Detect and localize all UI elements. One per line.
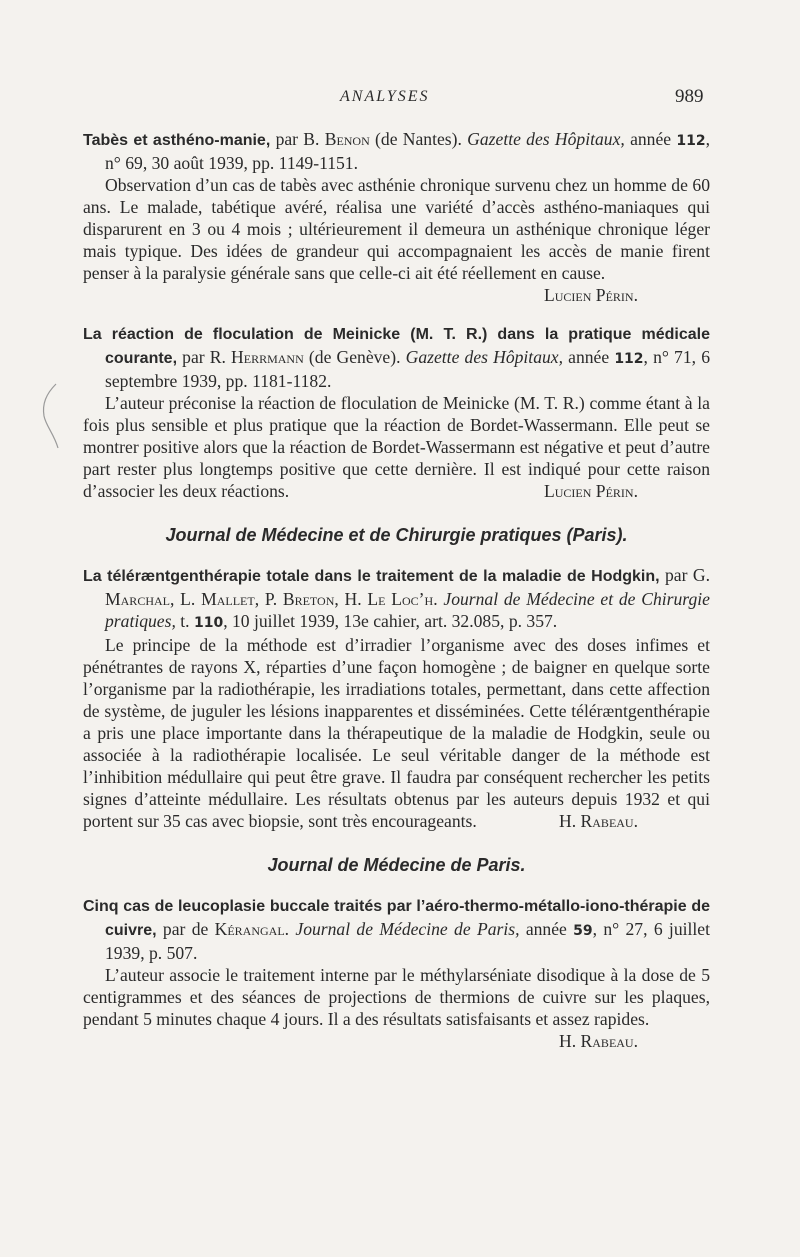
journal-name: Journal de Médecine et de Chirurgie pratiques, [105, 589, 710, 631]
citation-text: , n° 27, 6 juillet 1939, p. 507. [105, 919, 710, 963]
volume: 112 [676, 133, 706, 149]
entry-citation [83, 322, 710, 392]
entry-citation [83, 128, 710, 174]
citation-text: année [624, 129, 677, 149]
citation-text: par R. [177, 347, 232, 367]
section-heading: Journal de Médecine et de Chirurgie pratiques (Paris). [165, 525, 628, 545]
entry-citation [83, 894, 710, 964]
abstract-paragraph [83, 174, 710, 284]
signature: H. Rabeau. [559, 811, 638, 831]
citation-text: par de [156, 919, 215, 939]
citation-text: par G. [659, 565, 711, 585]
author-names: Marchal, L. Mallet, P. Breton, H. Le Loc’h. [105, 589, 438, 609]
volume: 112 [614, 351, 644, 367]
abstract-entry [83, 322, 710, 502]
section-heading: Journal de Médecine de Paris. [267, 855, 526, 875]
page-number: 989 [675, 86, 704, 107]
entry-citation [83, 564, 710, 634]
citation-text: , 10 juillet 1939, 13e cahier, art. 32.085, p. 357. [223, 611, 558, 631]
abstract-entry [83, 894, 710, 1052]
entry-title: La téléræntgenthérapie totale dans le traitement de la maladie de Hodgkin, [83, 568, 660, 585]
citation-text: par B. [275, 129, 325, 149]
citation-text: année [519, 919, 574, 939]
citation-text: (de Genève). [303, 347, 406, 367]
volume: 59 [573, 923, 593, 939]
abstract-text: L’auteur associe le traitement interne par le méthylarséniate disodique à la dose de 5 centigrammes et des séances de projections de thermions de cuivre sur les plaques, pendant 5 minutes chaque 4 jours. Il a des résultats satisfaisants et assez rapides. [83, 965, 710, 1029]
citation-text: année [563, 347, 615, 367]
running-head [0, 88, 800, 114]
author-name: Kérangal. [214, 919, 290, 939]
signature: Lucien Périn. [544, 481, 638, 501]
entry-title: Cinq cas de leucoplasie buccale traités par l’aéro-thermo-métallo-iono-thérapie de cuivre, [83, 898, 710, 939]
running-title: ANALYSES [340, 88, 430, 105]
author-name: Herrmann [231, 347, 304, 367]
abstract-text: Le principe de la méthode est d’irradier l’organisme avec des doses infimes et pénétrantes de rayons X, réparties d’une façon homogène ; de baigner en quelque sorte l’organisme par la radiothérapie, les irradiations totales, permettant, dans cette affection de système, de juguler les lésions inapparentes et disséminées. Cette téléræntgenthérapie a pris une place importante dans la thérapeutique de la maladie de Hodgkin, seule ou associée à la radiothérapie localisée. Le seul véritable danger de la méthode est l’inhibition médullaire qui peut être grave. Il faudra par conséquent rechercher les petits signes d’atteinte médullaire. Les résultats obtenus par les auteurs depuis 1932 et qui portent sur 35 cas avec biopsie, sont très encourageants. [83, 635, 710, 831]
abstract-paragraph [83, 634, 710, 832]
entry-title: Tabès et asthéno-manie, [83, 132, 271, 149]
content [83, 128, 710, 1068]
abstract-paragraph [83, 964, 710, 1051]
citation-text: (de Nantes). [369, 129, 468, 149]
abstract-paragraph [83, 392, 710, 502]
signature: Lucien Périn. [544, 285, 638, 305]
abstract-text: L’auteur préconise la réaction de floculation de Meinicke (M. T. R.) comme étant à la fois plus sensible et plus pratique que la réaction de Bordet-Wassermann. Elle peut se montrer positive alors que la réaction de Bordet-Wassermann est négative et peut d’autre part rester plus longtemps positive que cette dernière. Il est indiqué pour cette raison d’associer les deux réactions. [83, 393, 710, 501]
journal-name: Journal de Médecine de Paris, [289, 919, 520, 939]
citation-text: , n° 69, 30 août 1939, pp. 1149-1151. [105, 129, 710, 173]
entry-title: La réaction de floculation de Meinicke (M. T. R.) dans la pratique médicale courante, [83, 326, 710, 367]
abstract-entry [83, 128, 710, 306]
signature: H. Rabeau. [559, 1031, 638, 1051]
journal-name: Gazette des Hôpitaux, [467, 129, 625, 149]
volume: 110 [193, 615, 224, 631]
abstract-text: Observation d’un cas de tabès avec asthénie chronique survenu chez un homme de 60 ans. Le malade, tabétique avéré, réalisa une variété d’accès asthéno-maniaques qui disparurent en 3 ou 4 mois ; ultérieurement il demeura un asthénique chronique léger mais typique. Des idées de grandeur qui accompagnaient les accès de manie firent penser à la paralysie générale sans que celle-ci ait été réellement en cause. [83, 175, 710, 283]
author-name: Benon [324, 129, 370, 149]
citation-text: t. [175, 611, 194, 631]
abstract-entry [83, 564, 710, 832]
journal-name: Gazette des Hôpitaux, [405, 347, 563, 367]
citation-text: , n° 71, 6 septembre 1939, pp. 1181-1182. [105, 347, 710, 391]
margin-pencil-mark [40, 382, 62, 452]
